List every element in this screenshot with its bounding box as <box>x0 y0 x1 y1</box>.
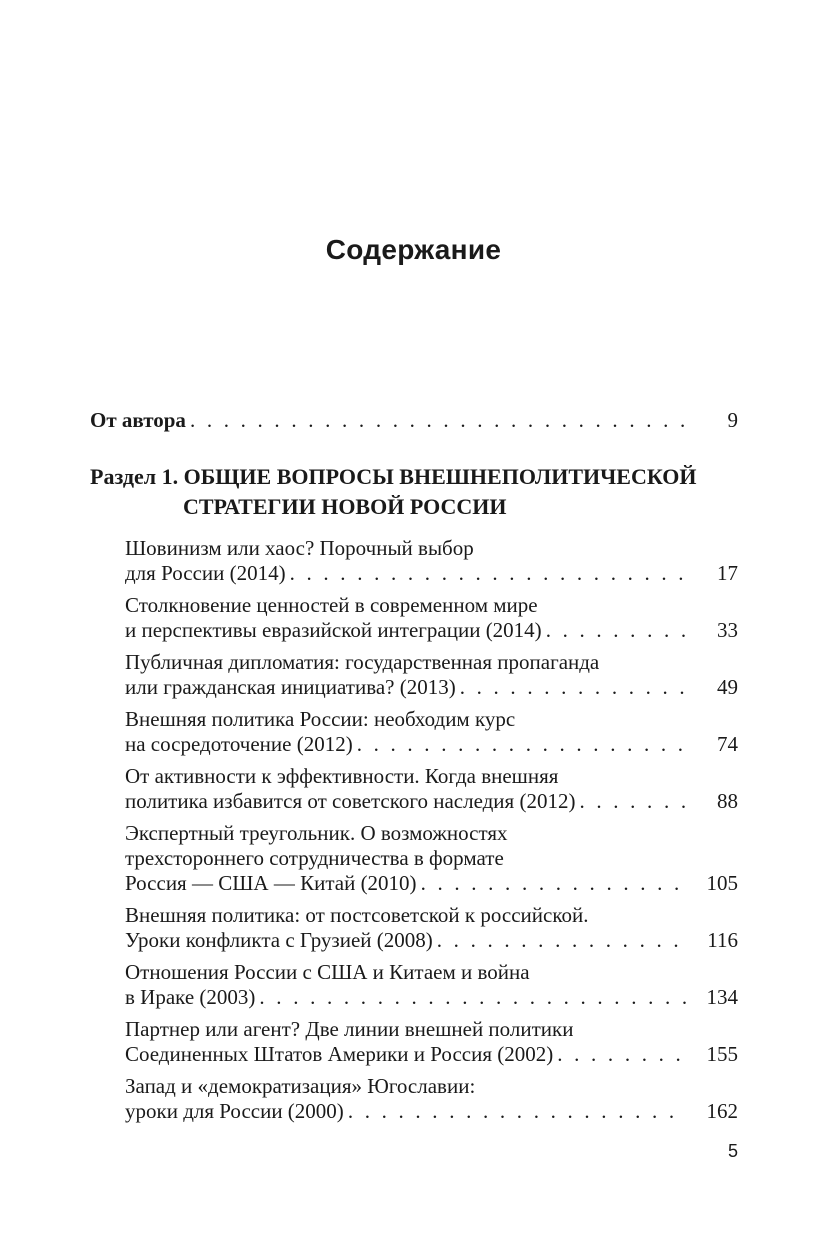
leader-dots <box>259 984 686 1010</box>
toc-entry-title-line: Шовинизм или хаос? Порочный выбор <box>125 536 474 560</box>
toc-entry[interactable] <box>125 560 738 586</box>
toc-entry-front[interactable] <box>90 407 738 433</box>
leader-dots <box>579 788 686 814</box>
section-heading-line2: СТРАТЕГИИ НОВОЙ РОССИИ <box>183 494 507 519</box>
toc-entry[interactable] <box>125 927 738 953</box>
toc-page-number: 17 <box>717 561 738 585</box>
toc-page-number: 9 <box>727 408 738 432</box>
leader-dots <box>557 1041 686 1067</box>
toc-entry-label: Соединенных Штатов Америки и Россия (2002) <box>125 1042 554 1066</box>
toc-entry-title-line: Партнер или агент? Две линии внешней политики <box>125 1017 574 1041</box>
section-heading-line1: Раздел 1. ОБЩИЕ ВОПРОСЫ ВНЕШНЕПОЛИТИЧЕСКОЙ <box>90 464 697 489</box>
toc-page-number: 33 <box>717 618 738 642</box>
toc-entry-title-line: Отношения России с США и Китаем и война <box>125 960 530 984</box>
leader-dots <box>348 1098 686 1124</box>
leader-dots <box>546 617 686 643</box>
toc-page-number: 105 <box>706 871 738 895</box>
toc-entry-title-line: трехстороннего сотрудничества в формате <box>125 846 504 870</box>
toc-page-number: 134 <box>706 985 738 1009</box>
toc-entry-label: или гражданская инициатива? (2013) <box>125 675 456 699</box>
toc-entry-title-line: Запад и «демократизация» Югославии: <box>125 1074 476 1098</box>
toc-entry-label: на сосредоточение (2012) <box>125 732 353 756</box>
toc-entry-label: в Ираке (2003) <box>125 985 256 1009</box>
toc-entry-title-line: Публичная дипломатия: государственная пропаганда <box>125 650 600 674</box>
page-title: Содержание <box>325 234 502 265</box>
toc-entry[interactable] <box>125 674 738 700</box>
toc-entry-label: Уроки конфликта с Грузией (2008) <box>125 928 433 952</box>
toc-entry-title-line: Внешняя политика России: необходим курс <box>125 707 516 731</box>
toc-page-number: 155 <box>706 1042 738 1066</box>
page-number-footer: 5 <box>727 1141 738 1161</box>
toc-entry-label: Россия — США — Китай (2010) <box>125 871 417 895</box>
toc-entry[interactable] <box>125 870 738 896</box>
toc-entry[interactable] <box>125 617 738 643</box>
toc-entry[interactable] <box>125 1041 738 1067</box>
leader-dots <box>290 560 686 586</box>
toc-page-number: 49 <box>717 675 738 699</box>
toc-entry-title-line: Столкновение ценностей в современном мире <box>125 593 538 617</box>
toc-entry-label: уроки для России (2000) <box>125 1099 344 1123</box>
toc-entry-label: политика избавится от советского наследия (2012) <box>125 789 576 813</box>
toc-page-number: 88 <box>717 789 738 813</box>
toc-entry-label: и перспективы евразийской интеграции (2014) <box>125 618 542 642</box>
leader-dots <box>357 731 686 757</box>
toc-entry[interactable] <box>125 788 738 814</box>
toc-entry-title-line: От активности к эффективности. Когда внешняя <box>125 764 559 788</box>
toc-page-number: 162 <box>706 1099 738 1123</box>
toc-entry[interactable] <box>125 1098 738 1124</box>
toc-entry-label: От автора <box>90 408 186 432</box>
section-heading <box>90 462 696 522</box>
leader-dots <box>437 927 686 953</box>
toc-entry[interactable] <box>125 984 738 1010</box>
toc-entry-title-line: Внешняя политика: от постсоветской к российской. <box>125 903 589 927</box>
leader-dots <box>190 407 686 433</box>
toc-entry[interactable] <box>125 731 738 757</box>
toc-page-number: 116 <box>707 928 738 952</box>
toc-entry-label: для России (2014) <box>125 561 286 585</box>
toc-page-number: 74 <box>717 732 738 756</box>
leader-dots <box>421 870 686 896</box>
leader-dots <box>460 674 686 700</box>
toc-entry-title-line: Экспертный треугольник. О возможностях <box>125 821 508 845</box>
